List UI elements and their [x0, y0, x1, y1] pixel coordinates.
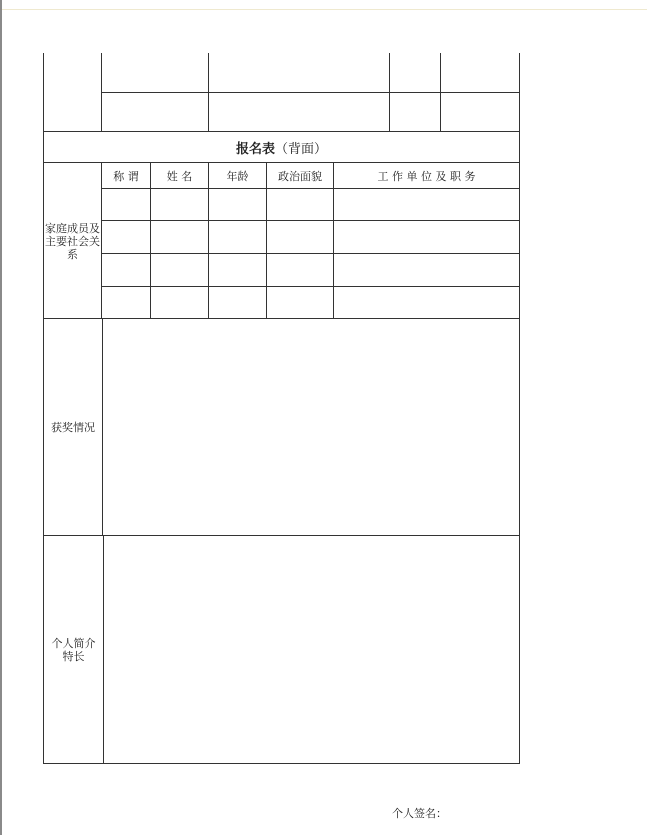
- family-label-line-3: 系: [67, 247, 78, 261]
- family-label-line-1: 家庭成员及: [45, 221, 100, 235]
- header-workplace-position: 工 作 单 位 及 职 务: [377, 169, 476, 183]
- family-bottom-line: [43, 318, 520, 319]
- header-relation: 称 谓: [113, 169, 139, 183]
- form-title-suffix: （背面）: [275, 141, 328, 157]
- family-row-line-1: [101, 220, 519, 221]
- awards-bottom-line: [43, 535, 520, 536]
- scan-top-edge: [2, 9, 647, 10]
- form-title: [44, 132, 519, 162]
- awards-col-divider: [102, 319, 103, 535]
- scan-edge: [0, 0, 2, 835]
- header-age: 年龄: [226, 169, 249, 183]
- top-row-divider: [101, 92, 519, 93]
- family-row-line-2: [101, 253, 519, 254]
- family-section-label: [44, 163, 101, 319]
- signature-label: 个人签名：: [392, 807, 447, 820]
- profile-label-line-2: 特长: [62, 650, 85, 663]
- family-row-line-3: [101, 286, 519, 287]
- profile-label-line-1: 个人简介: [51, 637, 96, 650]
- profile-label: [44, 536, 103, 764]
- form-title-text: 报名表: [235, 141, 275, 157]
- family-label-line-2: 主要社会关: [45, 234, 100, 248]
- header-political-status: 政治面貌: [278, 169, 322, 183]
- profile-col-divider: [103, 536, 104, 764]
- awards-label: 获奖情况: [51, 421, 95, 434]
- header-name: 姓 名: [166, 169, 193, 183]
- form-right-border: [519, 53, 520, 764]
- form-bottom-border: [43, 763, 520, 764]
- family-header-line: [101, 188, 519, 189]
